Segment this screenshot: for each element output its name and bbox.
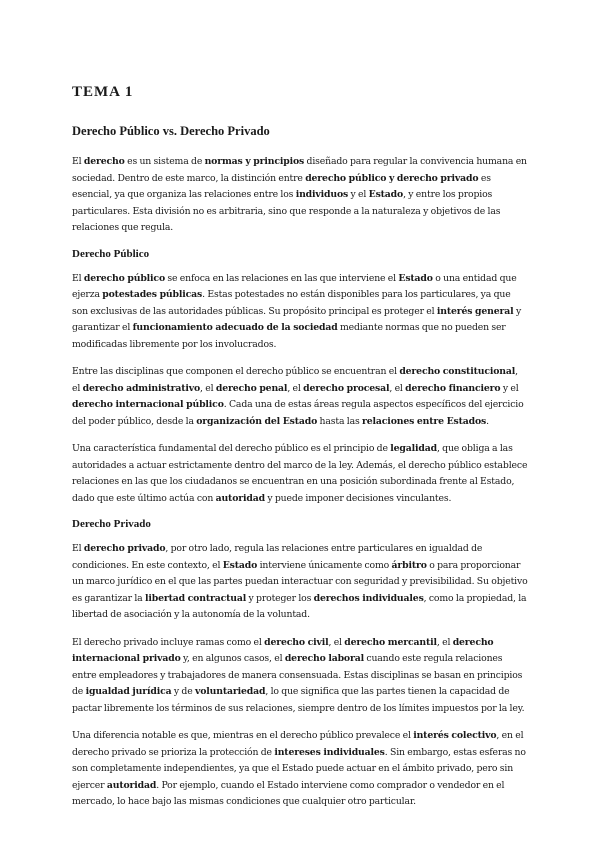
section-heading-privado: Derecho Privado <box>72 518 151 530</box>
text-run: . Sin embargo, estas esferas no son completamente independientes, ya que el Estado puede actuar en el ámbito privado, pero sin ejercer <box>72 746 526 791</box>
bold-term: derecho <box>83 156 125 167</box>
text-run: , el <box>328 636 345 648</box>
paragraph-privado-1 <box>72 541 528 624</box>
bold-term: interés colectivo <box>413 730 497 741</box>
text-run: , el <box>200 382 216 394</box>
bold-term: Estado <box>398 272 433 284</box>
bold-term: voluntariedad <box>194 686 266 697</box>
bold-term: derechos individuales <box>313 592 424 604</box>
bold-term: derecho procesal <box>303 382 390 394</box>
text-run: El <box>72 543 84 554</box>
document-subtitle: Derecho Público vs. Derecho Privado <box>72 124 270 138</box>
text-run: y el <box>348 189 369 200</box>
text-run: El <box>72 272 84 284</box>
bold-term: Estado <box>222 559 258 571</box>
bold-term: intereses individuales <box>274 746 385 758</box>
bold-term: derecho constitucional <box>399 366 516 377</box>
text-run: o para proporcionar un marco jurídico en el que las partes puedan interactuar con seguridad y previsibilidad. Su objetivo es garantizar la <box>72 559 528 604</box>
page-title: TEMA 1 <box>72 84 134 100</box>
text-run: , el <box>287 382 304 394</box>
text-run: es un sistema de <box>124 156 205 167</box>
text-run: , el <box>72 366 518 394</box>
text-run: diseñado para regular la convivencia humana en sociedad. Dentro de este marco, la distinción entre <box>72 156 527 184</box>
text-run: . Por ejemplo, cuando el Estado interviene como comprador o vendedor en el mercado, lo hace bajo las mismas condiciones que cualquier otro particular. <box>72 779 505 807</box>
text-run: mediante normas que no pueden ser modificadas libremente por los involucrados. <box>72 322 506 350</box>
bold-term: organización del Estado <box>196 415 318 427</box>
bold-term: igualdad jurídica <box>85 686 172 697</box>
text-run: Una diferencia notable es que, mientras en el derecho público prevalece el <box>72 730 414 741</box>
text-run: o una entidad que ejerza <box>72 272 517 300</box>
paragraph-privado-3 <box>72 728 528 811</box>
bold-term: Estado <box>368 189 404 200</box>
text-run: . Cada una de estas áreas regula aspectos específicos del ejercicio del poder público, desde la <box>72 399 524 427</box>
paragraph-publico-3 <box>72 441 528 507</box>
bold-term: derecho laboral <box>284 653 364 664</box>
text-run: . Estas potestades no están disponibles para los particulares, ya que son exclusivas de las autoridades públicas. Su propósito principal es proteger el <box>72 289 511 317</box>
text-run: se enfoca en las relaciones en las que interviene el <box>165 272 399 284</box>
paragraph-publico-1 <box>72 271 528 354</box>
text-run: El derecho privado incluye ramas como el <box>72 636 265 648</box>
text-run: y, en algunos casos, el <box>180 653 285 664</box>
bold-term: derecho civil <box>264 636 329 648</box>
bold-term: relaciones entre Estados <box>362 415 487 427</box>
text-run: , en el derecho privado se prioriza la protección de <box>72 730 524 758</box>
bold-term: derecho administrativo <box>82 382 201 394</box>
text-run: , el <box>389 382 406 394</box>
text-run: Una característica fundamental del derecho público es el principio de <box>72 443 391 454</box>
text-run: y de <box>171 686 195 697</box>
text-run: y puede imponer decisiones vinculantes. <box>264 492 452 504</box>
paragraph-privado-2 <box>72 635 528 718</box>
bold-term: derecho financiero <box>405 382 501 394</box>
section-heading-publico: Derecho Público <box>72 247 150 260</box>
bold-term: autoridad <box>106 779 157 791</box>
bold-term: derecho privado <box>83 543 166 554</box>
bold-term: potestades públicas <box>102 289 203 300</box>
text-run: Entre las disciplinas que componen el derecho público se encuentran el <box>72 366 400 377</box>
paragraph-publico-2 <box>72 364 528 430</box>
bold-term: interés general <box>436 305 514 317</box>
bold-term: libertad contractual <box>144 592 247 604</box>
text-run: , por otro lado, regula las relaciones entre particulares en igualdad de condiciones. En este contexto, el <box>72 543 483 571</box>
bold-term: legalidad <box>390 443 437 454</box>
bold-term: derecho penal <box>215 382 288 394</box>
text-run: hasta las <box>317 415 363 427</box>
text-run: es esencial, ya que organiza las relaciones entre los <box>72 172 491 200</box>
text-run: , como la propiedad, la libertad de asociación y la autonomía de la voluntad. <box>72 592 527 620</box>
text-run: y garantizar el <box>72 305 522 333</box>
text-run: cuando este regula relaciones entre empleadores y trabajadores de manera consensuada. Estas disciplinas se basan en principios de <box>72 653 523 697</box>
bold-term: normas y principios <box>204 156 305 167</box>
text-run: . <box>486 415 489 427</box>
bold-term: derecho mercantil <box>344 636 437 648</box>
text-run: , el <box>436 636 453 648</box>
text-run: y el <box>500 382 519 394</box>
bold-term: derecho internacional público <box>72 399 224 410</box>
text-run: , lo que significa que las partes tienen la capacidad de pactar libremente los términos de sus relaciones, siempre dentro de los límites impuestos por la ley. <box>72 686 525 714</box>
bold-term: derecho internacional privado <box>72 636 494 664</box>
text-run: , que obliga a las autoridades a actuar estrictamente dentro del marco de la ley. Además, el derecho público establece relaciones en las que los ciudadanos se encuentran en una posición subordinada frente al Estado, dado que este último actúa con <box>72 443 528 504</box>
bold-term: derecho público y derecho privado <box>305 172 479 184</box>
bold-term: autoridad <box>215 492 265 504</box>
paragraph-intro <box>72 154 528 237</box>
bold-term: individuos <box>295 189 349 200</box>
text-run: y proteger los <box>246 592 314 604</box>
bold-term: derecho público <box>83 272 165 284</box>
text-run: interviene únicamente como <box>257 559 392 571</box>
bold-term: árbitro <box>391 559 427 571</box>
text-run: , y entre los propios particulares. Esta división no es arbitraria, sino que responde a la naturaleza y objetivos de las relaciones que regula. <box>72 189 501 233</box>
text-run: El <box>72 156 84 167</box>
bold-term: funcionamiento adecuado de la sociedad <box>132 322 338 333</box>
